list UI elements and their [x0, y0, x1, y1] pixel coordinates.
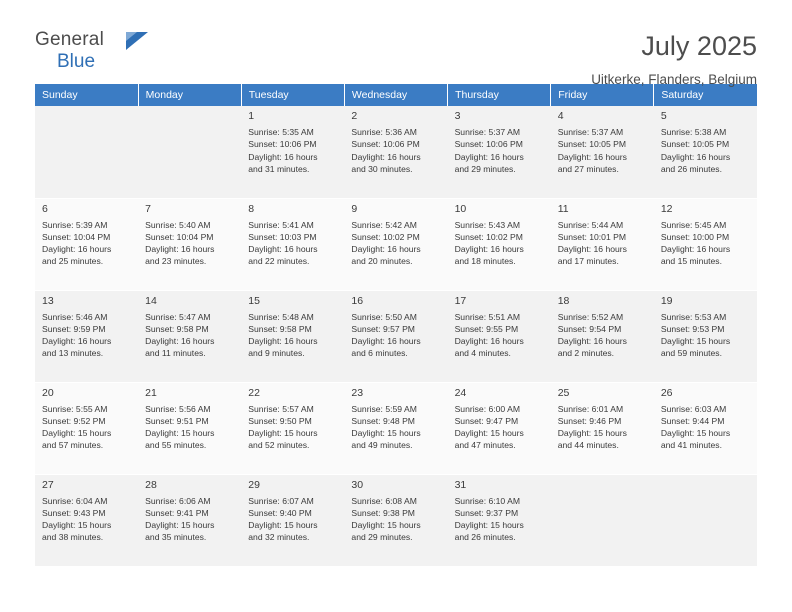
calendar-day-cell[interactable] [241, 474, 344, 566]
calendar-day-cell[interactable] [241, 106, 344, 198]
day-detail-line: Sunrise: 5:38 AM [660, 127, 727, 137]
calendar-day-cell[interactable] [654, 198, 757, 290]
day-detail-line: and 13 minutes. [42, 348, 104, 359]
day-detail-line: Sunrise: 5:48 AM [248, 311, 314, 322]
day-detail-line: Daylight: 16 hours [660, 244, 731, 255]
day-detail-line: Daylight: 16 hours [557, 336, 627, 347]
day-detail-line: and 18 minutes. [454, 256, 516, 267]
day-number: 30 [351, 478, 364, 491]
calendar-day-cell[interactable] [448, 382, 551, 474]
day-detail-line: Daylight: 16 hours [454, 151, 524, 162]
day-detail-line: and 55 minutes. [145, 440, 207, 451]
day-detail-line: Daylight: 15 hours [145, 520, 215, 531]
day-detail-line: Sunset: 9:52 PM [42, 415, 106, 426]
calendar-day-cell[interactable] [138, 198, 241, 290]
day-detail-line: Sunrise: 5:56 AM [145, 403, 211, 414]
calendar-day-cell[interactable] [241, 290, 344, 382]
day-detail-line: Sunrise: 5:42 AM [351, 219, 417, 230]
day-number: 22 [248, 386, 260, 399]
calendar-empty-cell [551, 474, 654, 566]
weekday-header-friday: Friday [551, 84, 654, 106]
day-detail-line: Sunset: 10:06 PM [454, 139, 523, 150]
day-number: 20 [42, 386, 54, 399]
day-detail-line: Sunset: 10:06 PM [351, 139, 420, 150]
day-detail-line: Daylight: 16 hours [42, 244, 112, 255]
day-detail-line: Sunset: 10:04 PM [145, 231, 214, 242]
day-detail-line: and 23 minutes. [145, 256, 207, 267]
location-subtitle: Uitkerke, Flanders, Belgium [591, 72, 757, 87]
day-detail-line: Daylight: 16 hours [145, 336, 215, 347]
day-detail-line: Sunset: 9:53 PM [660, 323, 725, 334]
day-detail-line: and 44 minutes. [557, 440, 619, 451]
day-detail-line: Sunrise: 6:10 AM [454, 495, 521, 506]
day-detail-line: Daylight: 16 hours [454, 244, 524, 255]
day-detail-line: Sunrise: 6:01 AM [557, 403, 624, 414]
day-detail-line: Sunrise: 6:03 AM [660, 403, 727, 414]
day-number: 9 [351, 202, 358, 215]
calendar-day-cell[interactable] [448, 474, 551, 566]
day-number: 27 [42, 478, 54, 491]
day-detail-line: Sunset: 10:04 PM [42, 231, 111, 242]
day-detail-line: Daylight: 15 hours [557, 428, 627, 439]
day-detail-line: Sunrise: 5:40 AM [145, 219, 211, 230]
calendar-day-cell[interactable] [344, 382, 447, 474]
calendar-day-cell[interactable] [344, 290, 447, 382]
day-detail-line: Daylight: 15 hours [660, 428, 731, 439]
day-detail-line: Sunset: 10:02 PM [454, 231, 523, 242]
day-detail-line: Sunset: 9:55 PM [454, 323, 519, 334]
day-detail-line: Daylight: 16 hours [145, 244, 215, 255]
day-detail-line: Sunset: 10:03 PM [248, 231, 317, 242]
day-detail-line: and 11 minutes. [145, 348, 206, 359]
day-detail-line: Daylight: 16 hours [351, 336, 421, 347]
day-number: 4 [557, 110, 564, 122]
day-detail-line: Sunset: 9:50 PM [248, 415, 312, 426]
day-detail-line: Daylight: 15 hours [351, 520, 421, 531]
day-detail-line: Sunrise: 5:36 AM [351, 127, 417, 137]
logo [35, 30, 155, 78]
day-detail-line: Daylight: 16 hours [248, 244, 318, 255]
day-number: 19 [660, 294, 673, 307]
logo-blue-text: Blue [57, 51, 96, 72]
day-detail-line: Sunset: 9:58 PM [248, 323, 312, 334]
day-number: 7 [145, 202, 151, 215]
day-detail-line: Daylight: 15 hours [351, 428, 421, 439]
day-number: 25 [557, 386, 570, 399]
day-detail-line: Sunrise: 6:04 AM [42, 495, 108, 506]
day-detail-line: Sunrise: 5:37 AM [454, 127, 521, 137]
day-detail-line: Sunrise: 5:35 AM [248, 127, 314, 137]
flag-icon-highlight [126, 32, 137, 41]
day-number: 6 [42, 202, 48, 215]
calendar-week-row [35, 198, 757, 290]
calendar-week-row [35, 106, 757, 198]
day-detail-line: Sunrise: 5:52 AM [557, 311, 624, 322]
day-detail-line: and 29 minutes. [351, 532, 413, 543]
day-detail-line: and 9 minutes. [248, 348, 305, 359]
day-detail-line: and 17 minutes. [557, 256, 619, 267]
day-detail-line: Sunset: 10:01 PM [557, 231, 627, 242]
weekday-header-monday: Monday [138, 84, 241, 106]
day-number: 31 [454, 478, 467, 491]
day-number: 12 [660, 202, 673, 215]
calendar-day-cell[interactable] [35, 198, 138, 290]
day-detail-line: Sunset: 9:57 PM [351, 323, 415, 334]
day-detail-line: Sunset: 10:00 PM [660, 231, 730, 242]
day-number: 16 [351, 294, 364, 307]
calendar-week-row [35, 382, 757, 474]
day-detail-line: Sunrise: 5:39 AM [42, 219, 108, 230]
day-detail-line: Daylight: 16 hours [351, 244, 421, 255]
day-detail-line: Sunrise: 5:46 AM [42, 311, 108, 322]
day-number: 15 [248, 294, 260, 307]
day-number: 29 [248, 478, 260, 491]
weekday-header-tuesday: Tuesday [241, 84, 344, 106]
day-number: 8 [248, 202, 255, 215]
day-detail-line: Sunset: 9:38 PM [351, 507, 415, 518]
calendar-day-cell[interactable] [138, 382, 241, 474]
day-detail-line: Daylight: 15 hours [42, 520, 112, 531]
day-detail-line: and 25 minutes. [42, 256, 104, 267]
calendar-empty-cell [138, 106, 241, 198]
day-detail-line: Sunrise: 5:44 AM [557, 219, 624, 230]
day-number: 5 [660, 110, 667, 122]
day-detail-line: and 31 minutes. [248, 163, 310, 174]
day-detail-line: Sunset: 9:54 PM [557, 323, 622, 334]
title-block [591, 30, 757, 88]
day-detail-line: Daylight: 16 hours [454, 336, 524, 347]
day-detail-line: Daylight: 16 hours [351, 151, 421, 162]
day-detail-line: and 41 minutes. [660, 440, 722, 451]
day-detail-line: Daylight: 16 hours [248, 151, 318, 162]
calendar-day-cell[interactable] [551, 198, 654, 290]
calendar-day-cell[interactable] [551, 290, 654, 382]
day-detail-line: Daylight: 16 hours [42, 336, 112, 347]
day-detail-line: Daylight: 15 hours [248, 520, 318, 531]
day-detail-line: Daylight: 15 hours [42, 428, 112, 439]
day-number: 17 [454, 294, 467, 307]
day-detail-line: Sunset: 9:46 PM [557, 415, 622, 426]
calendar-body [35, 106, 757, 566]
day-detail-line: Sunrise: 5:51 AM [454, 311, 521, 322]
calendar-day-cell[interactable] [241, 198, 344, 290]
day-detail-line: Daylight: 15 hours [248, 428, 318, 439]
calendar-day-cell[interactable] [35, 474, 138, 566]
calendar-table [35, 84, 757, 567]
day-detail-line: and 52 minutes. [248, 440, 310, 451]
day-number: 13 [42, 294, 54, 307]
day-detail-line: and 32 minutes. [248, 532, 310, 543]
day-detail-line: Sunset: 10:05 PM [660, 139, 730, 150]
day-detail-line: Daylight: 15 hours [454, 520, 524, 531]
calendar-day-cell[interactable] [35, 290, 138, 382]
day-detail-line: and 6 minutes. [351, 348, 408, 359]
calendar-day-cell[interactable] [241, 382, 344, 474]
day-detail-line: Sunset: 9:44 PM [660, 415, 725, 426]
calendar-empty-cell [654, 474, 757, 566]
day-detail-line: Sunset: 9:41 PM [145, 507, 209, 518]
day-number: 10 [454, 202, 467, 215]
calendar-day-cell[interactable] [551, 382, 654, 474]
day-detail-line: Sunset: 9:37 PM [454, 507, 519, 518]
day-detail-line: and 30 minutes. [351, 163, 413, 174]
weekday-header-sunday: Sunday [35, 84, 138, 106]
calendar-day-cell[interactable] [654, 106, 757, 198]
day-number: 28 [145, 478, 157, 491]
day-detail-line: Sunset: 9:47 PM [454, 415, 519, 426]
day-detail-line: and 26 minutes. [660, 163, 722, 174]
logo-general-text: General [35, 29, 104, 50]
calendar-day-cell[interactable] [35, 382, 138, 474]
day-number: 23 [351, 386, 364, 399]
calendar-week-row [35, 474, 757, 566]
day-detail-line: Sunset: 9:51 PM [145, 415, 209, 426]
day-detail-line: Sunrise: 5:59 AM [351, 403, 417, 414]
day-detail-line: and 35 minutes. [145, 532, 207, 543]
day-detail-line: and 27 minutes. [557, 163, 619, 174]
day-number: 2 [351, 110, 358, 122]
calendar-day-cell[interactable] [344, 198, 447, 290]
day-detail-line: and 59 minutes. [660, 348, 722, 359]
day-number: 14 [145, 294, 157, 307]
day-detail-line: Sunrise: 5:41 AM [248, 219, 314, 230]
day-number: 11 [557, 202, 569, 215]
day-detail-line: Sunrise: 5:37 AM [557, 127, 624, 137]
day-detail-line: and 49 minutes. [351, 440, 413, 451]
calendar-day-cell[interactable] [344, 106, 447, 198]
calendar-day-cell[interactable] [448, 290, 551, 382]
day-detail-line: and 47 minutes. [454, 440, 516, 451]
day-detail-line: Sunset: 10:02 PM [351, 231, 420, 242]
day-number: 24 [454, 386, 467, 399]
day-detail-line: Sunrise: 6:00 AM [454, 403, 521, 414]
day-detail-line: Sunrise: 6:06 AM [145, 495, 211, 506]
day-detail-line: Sunset: 10:05 PM [557, 139, 627, 150]
day-number: 26 [660, 386, 673, 399]
calendar-day-cell[interactable] [448, 106, 551, 198]
calendar-day-cell[interactable] [654, 290, 757, 382]
calendar-day-cell[interactable] [344, 474, 447, 566]
day-detail-line: and 15 minutes. [660, 256, 722, 267]
day-number: 1 [248, 110, 255, 122]
calendar-week-row [35, 290, 757, 382]
page-header [35, 0, 757, 87]
calendar-day-cell[interactable] [138, 474, 241, 566]
day-detail-line: Sunrise: 5:47 AM [145, 311, 211, 322]
day-detail-line: Daylight: 16 hours [248, 336, 318, 347]
day-detail-line: and 2 minutes. [557, 348, 615, 359]
weekday-header-wednesday: Wednesday [344, 84, 447, 106]
page-title: July 2025 [641, 31, 757, 61]
day-number: 18 [557, 294, 570, 307]
day-number: 3 [454, 110, 461, 122]
day-detail-line: Daylight: 16 hours [557, 151, 627, 162]
day-detail-line: Sunrise: 6:07 AM [248, 495, 314, 506]
day-detail-line: Daylight: 16 hours [557, 244, 627, 255]
day-detail-line: Sunset: 9:58 PM [145, 323, 209, 334]
day-detail-line: Sunrise: 5:50 AM [351, 311, 417, 322]
day-detail-line: and 22 minutes. [248, 256, 310, 267]
day-detail-line: Daylight: 16 hours [660, 151, 731, 162]
calendar-day-cell[interactable] [654, 382, 757, 474]
day-detail-line: and 26 minutes. [454, 532, 516, 543]
day-detail-line: Sunrise: 5:43 AM [454, 219, 521, 230]
calendar-day-cell[interactable] [138, 290, 241, 382]
day-detail-line: Sunset: 10:06 PM [248, 139, 317, 150]
day-detail-line: Sunset: 9:43 PM [42, 507, 106, 518]
calendar-day-cell[interactable] [448, 198, 551, 290]
day-detail-line: and 4 minutes. [454, 348, 511, 359]
calendar-empty-cell [35, 106, 138, 198]
weekday-header-saturday: Saturday [654, 84, 757, 106]
calendar-day-cell[interactable] [551, 106, 654, 198]
day-detail-line: Daylight: 15 hours [454, 428, 524, 439]
day-detail-line: Sunset: 9:59 PM [42, 323, 106, 334]
day-number: 21 [145, 386, 157, 399]
day-detail-line: Sunset: 9:40 PM [248, 507, 312, 518]
day-detail-line: Sunrise: 5:45 AM [660, 219, 727, 230]
day-detail-line: and 20 minutes. [351, 256, 413, 267]
day-detail-line: and 57 minutes. [42, 440, 104, 451]
day-detail-line: and 38 minutes. [42, 532, 104, 543]
day-detail-line: and 29 minutes. [454, 163, 516, 174]
weekday-header-thursday: Thursday [448, 84, 551, 106]
day-detail-line: Sunset: 9:48 PM [351, 415, 415, 426]
day-detail-line: Sunrise: 5:53 AM [660, 311, 727, 322]
day-detail-line: Sunrise: 6:08 AM [351, 495, 417, 506]
day-detail-line: Daylight: 15 hours [660, 336, 731, 347]
day-detail-line: Sunrise: 5:57 AM [248, 403, 314, 414]
day-detail-line: Sunrise: 5:55 AM [42, 403, 108, 414]
day-detail-line: Daylight: 15 hours [145, 428, 215, 439]
